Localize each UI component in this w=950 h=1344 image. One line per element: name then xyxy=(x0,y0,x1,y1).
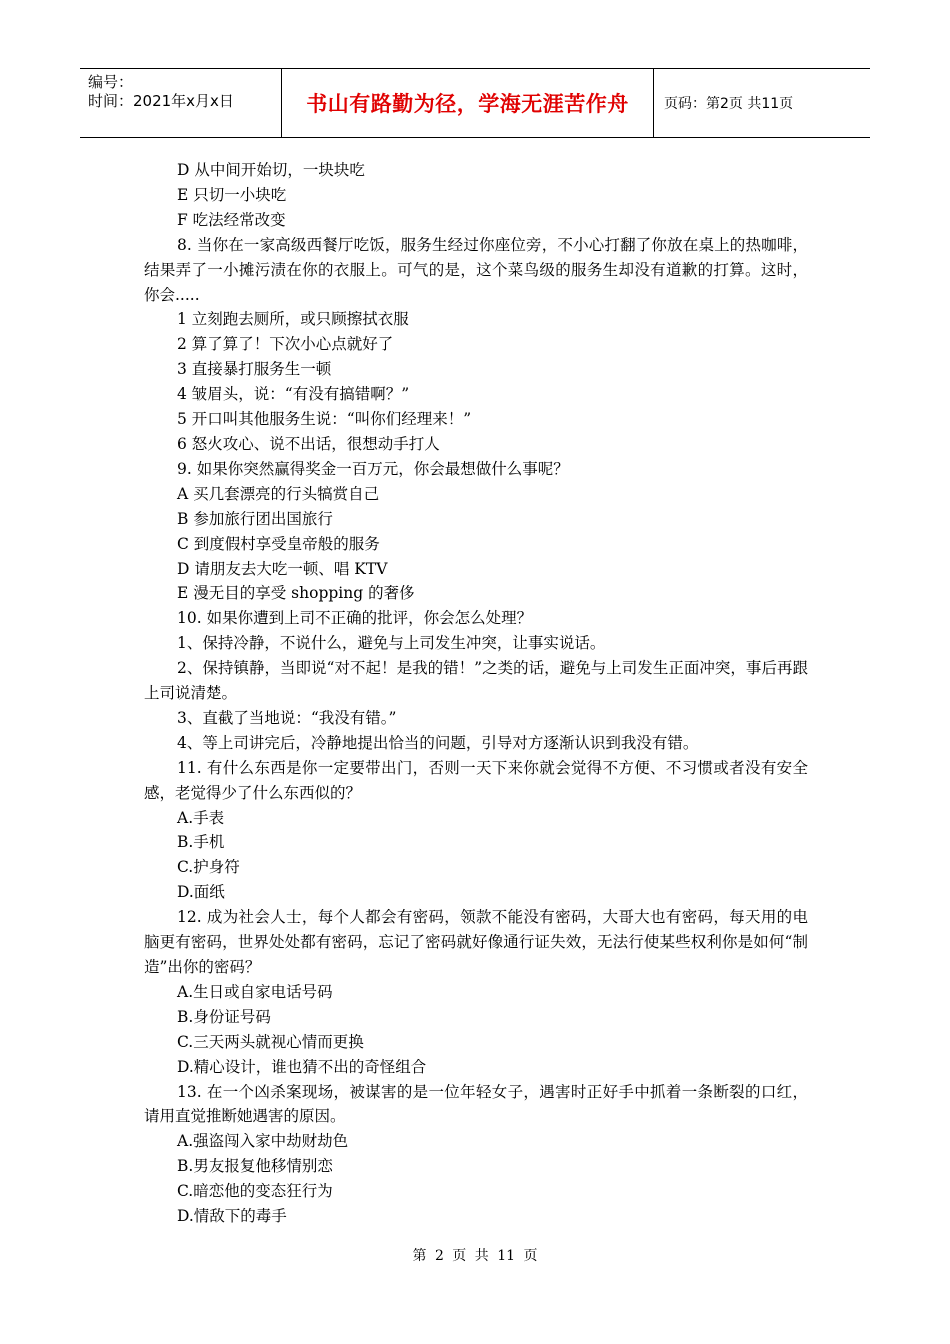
option-line: A.手表 xyxy=(177,808,225,827)
option-line: 2 算了算了！下次小心点就好了 xyxy=(177,335,394,354)
option-line: D.面纸 xyxy=(177,883,225,902)
time-label: 时间：2021年x月x日 xyxy=(88,92,234,110)
page-header xyxy=(80,68,870,138)
option-line: 4 皱眉头，说：“有没有搞错啊？” xyxy=(177,385,410,404)
option-line: D 请朋友去大吃一顿、唱 KTV xyxy=(177,559,388,578)
document-body xyxy=(144,158,808,1229)
page-footer: 第 2 页 共 11 页 xyxy=(412,1248,538,1264)
question-11: 11. 有什么东西是你一定要带出门，否则一天下来你就会觉得不方便、不习惯或者没有安全感，老觉得少了什么东西似的？ xyxy=(144,758,808,802)
option-line: 3 直接暴打服务生一顿 xyxy=(177,360,332,379)
option-line: C.三天两头就视心情而更换 xyxy=(177,1032,364,1051)
option-line: F 吃法经常改变 xyxy=(177,210,286,229)
question-9: 9. 如果你突然赢得奖金一百万元，你会最想做什么事呢？ xyxy=(177,459,569,478)
option-line: A.强盗闯入家中劫财劫色 xyxy=(177,1132,349,1151)
option-line: 6 怒火攻心、说不出话，很想动手打人 xyxy=(177,434,440,453)
option-line: 5 开口叫其他服务生说：“叫你们经理来！” xyxy=(177,410,472,429)
option-line: D.情敌下的毒手 xyxy=(177,1207,287,1226)
option-line: D 从中间开始切，一块块吃 xyxy=(177,161,365,179)
header-meta xyxy=(80,69,282,137)
question-12: 12. 成为社会人士，每个人都会有密码，领款不能没有密码，大哥大也有密码，每天用的电脑更有密码，世界处处都有密码，忘记了密码就好像通行证失效，无法行使某些权利你是如何“制造”出你的密码？ xyxy=(144,908,808,976)
option-line: A.生日或自家电话号码 xyxy=(177,982,333,1001)
question-13: 13. 在一个凶杀案现场，被谋害的是一位年轻女子，遇害时正好手中抓着一条断裂的口红，请用直觉推断她遇害的原因。 xyxy=(144,1082,808,1126)
option-line: 1、保持冷静，不说什么，避免与上司发生冲突，让事实说话。 xyxy=(177,634,606,653)
option-line: B 参加旅行团出国旅行 xyxy=(177,509,333,528)
option-line: A 买几套漂亮的行头犒赏自己 xyxy=(177,484,380,503)
question-10: 10. 如果你遭到上司不正确的批评，你会怎么处理？ xyxy=(177,609,533,628)
option-line: E 只切一小块吃 xyxy=(177,185,287,204)
option-line: B.手机 xyxy=(177,833,225,852)
option-line: 2、保持镇静，当即说“对不起！是我的错！”之类的话，避免与上司发生正面冲突，事后再跟上司说清楚。 xyxy=(144,659,808,703)
option-line: C 到度假村享受皇帝般的服务 xyxy=(177,534,380,553)
option-line: 1 立刻跑去厕所，或只顾擦拭衣服 xyxy=(177,310,409,329)
header-page-info: 页码：第2页 共11页 xyxy=(664,96,794,112)
option-line: 3、直截了当地说：“我没有错。” xyxy=(177,708,397,727)
option-line: B.身份证号码 xyxy=(177,1007,271,1026)
header-motto: 书山有路勤为径，学海无涯苦作舟 xyxy=(282,69,654,137)
option-line: 4、等上司讲完后，冷静地提出恰当的问题，引导对方逐渐认识到我没有错。 xyxy=(177,733,699,752)
question-8: 8. 当你在一家高级西餐厅吃饭，服务生经过你座位旁，不小心打翻了你放在桌上的热咖啡，结果弄了一小摊污渍在你的衣服上。可气的是，这个菜鸟级的服务生却没有道歉的打算。这时，你会..... xyxy=(144,235,808,304)
option-line: D.精心设计，谁也猜不出的奇怪组合 xyxy=(177,1057,427,1076)
option-line: B.男友报复他移情别恋 xyxy=(177,1157,333,1176)
option-line: E 漫无目的享受 shopping 的奢侈 xyxy=(177,584,415,603)
number-label: 编号： xyxy=(88,73,134,91)
option-line: C.暗恋他的变态狂行为 xyxy=(177,1182,333,1201)
option-line: C.护身符 xyxy=(177,858,240,877)
